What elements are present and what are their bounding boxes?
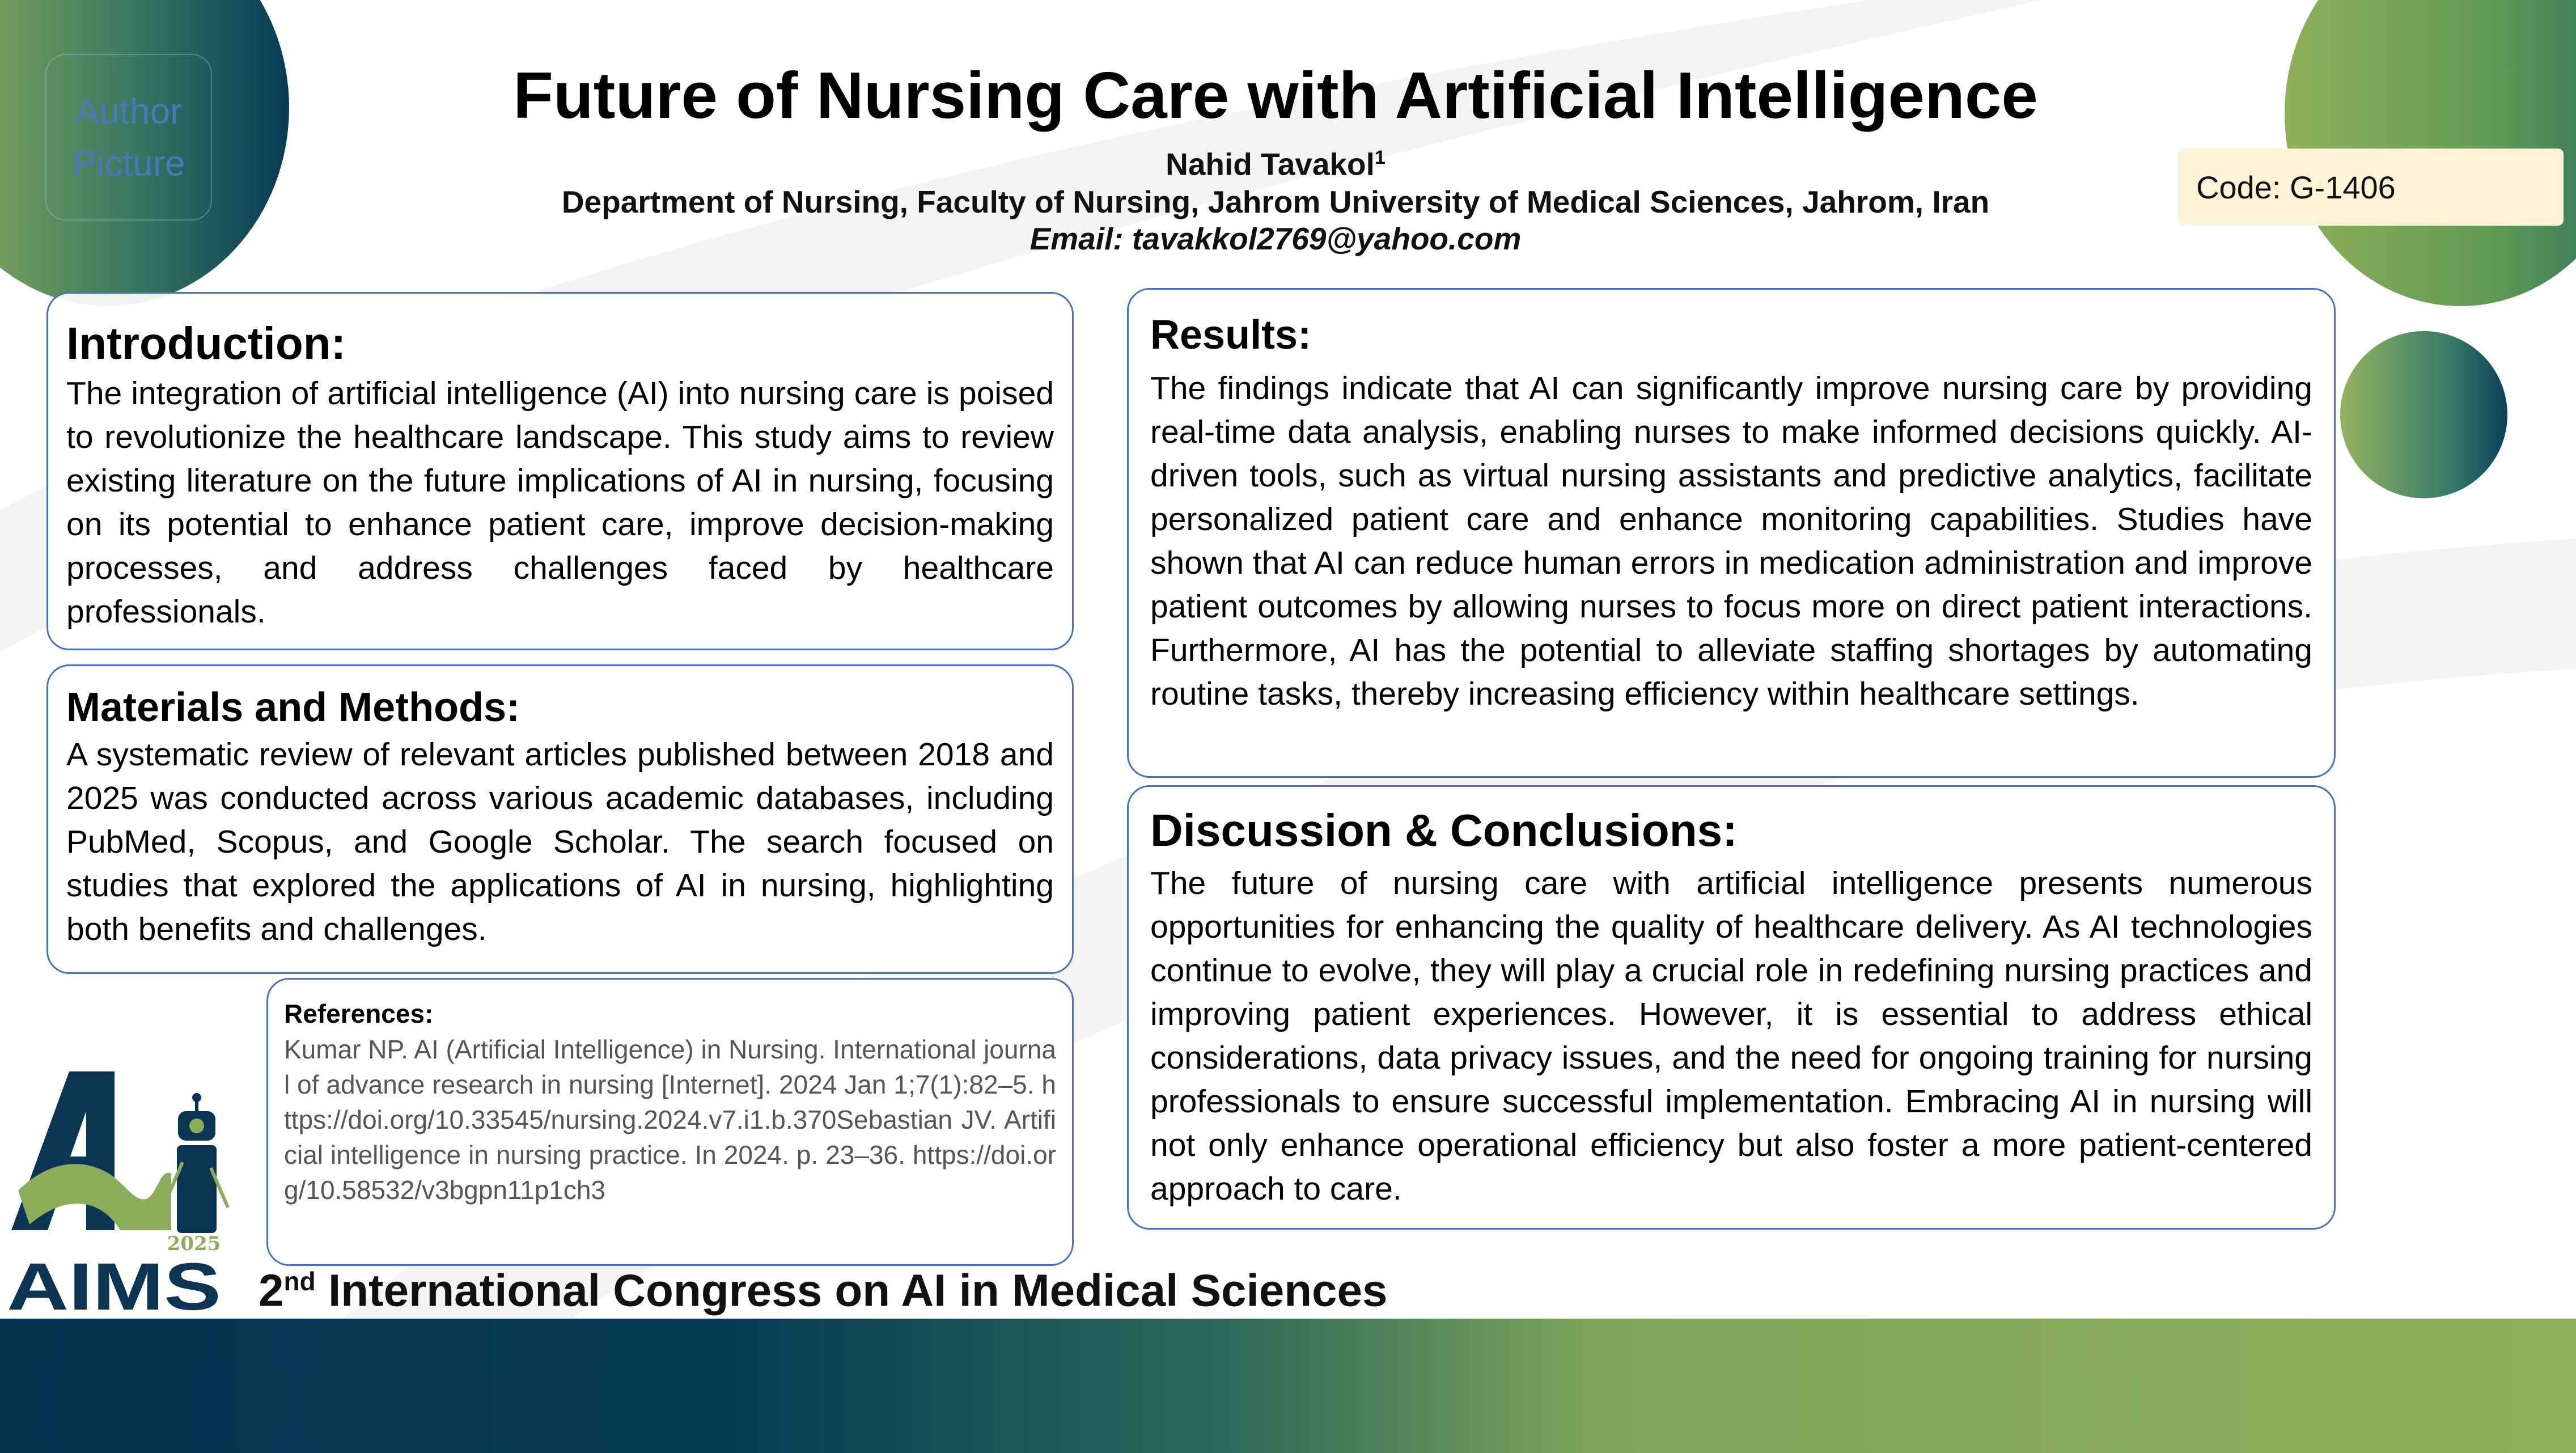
poster-header <box>397 57 2154 257</box>
author-picture-label: Author Picture <box>72 91 185 184</box>
discussion-heading: Discussion & Conclusions: <box>1150 805 1738 855</box>
author-picture-placeholder <box>45 54 212 221</box>
aims-logo <box>7 1060 245 1315</box>
introduction-panel <box>46 292 1074 650</box>
methods-panel <box>46 664 1074 974</box>
discussion-panel <box>1127 785 2336 1230</box>
results-panel <box>1127 288 2336 778</box>
author-affiliation-marker: 1 <box>1374 147 1386 168</box>
results-heading: Results: <box>1150 312 1312 358</box>
logo-wordmark: AIMS <box>7 1249 221 1315</box>
congress-ordinal-number: 2 <box>259 1265 284 1316</box>
congress-name: International Congress on AI in Medical Sciences <box>328 1265 1388 1316</box>
author-name: Nahid Tavakol <box>1166 146 1375 182</box>
methods-heading: Materials and Methods: <box>66 685 520 730</box>
decorative-circle-right <box>2340 331 2507 498</box>
references-body: Kumar NP. AI (Artificial Intelligence) in Nursing. International journal of advance research in nursing [Internet]. 2024 Jan 1;7(1):82–5. https://doi.org/10.33545/nursing.2024.v7.i1.b.370Sebastian JV. Artificial intelligence in nursing practice. In 2024. p. 23–36. https://doi.org/10.58532/v3bgpn11p1ch3 <box>284 1035 1056 1205</box>
introduction-body: The integration of artificial intelligence (AI) into nursing care is poised to revolutionize the healthcare landscape. This study aims to review existing literature on the future implications of AI in nursing, focusing on its potential to enhance patient care, improve decision-making processes, and address challenges faced by healthcare professionals. <box>66 375 1054 630</box>
congress-title <box>259 1253 1388 1319</box>
methods-body: A systematic review of relevant articles published between 2018 and 2025 was conducted across various academic databases, including PubMed, Scopus, and Google Scholar. The search focused on studies that explored the applications of AI in nursing, highlighting both benefits and challenges. <box>66 736 1054 947</box>
department-line: Department of Nursing, Faculty of Nursing, Jahrom University of Medical Sciences, Jahrom, Iran <box>561 184 1990 220</box>
poster-code: Code: G-1406 <box>2196 169 2396 205</box>
discussion-body: The future of nursing care with artificial intelligence presents numerous opportunities for enhancing the quality of healthcare delivery. As AI technologies continue to evolve, they will play a crucial role in redefining nursing practices and improving patient experiences. However, it is essential to address ethical considerations, data privacy issues, and the need for ongoing training for nursing professionals to ensure successful implementation. Embracing AI in nursing will not only enhance operational efficiency but also foster a more patient-centered approach to care. <box>1150 865 2312 1207</box>
introduction-heading: Introduction: <box>66 318 346 368</box>
logo-year: 2025 <box>167 1232 221 1255</box>
references-panel <box>266 978 1074 1266</box>
author-line <box>397 138 2154 183</box>
congress-ordinal-suffix: nd <box>283 1266 316 1296</box>
email-line: Email: tavakkol2769@yahoo.com <box>1029 221 1522 257</box>
poster-code-badge <box>2178 149 2564 226</box>
references-heading: References: <box>284 999 434 1028</box>
footer-gradient-bar <box>0 1319 2576 1453</box>
results-body: The findings indicate that AI can significantly improve nursing care by providing real-time data analysis, enabling nurses to make informed decisions quickly. AI-driven tools, such as virtual nursing assistants and predictive analytics, facilitate personalized patient care and enhance monitoring capabilities. Studies have shown that AI can reduce human errors in medication administration and improve patient outcomes by allowing nurses to focus more on direct patient interactions. Furthermore, AI has the potential to alleviate staffing shortages by automating routine tasks, thereby increasing efficiency within healthcare settings. <box>1150 370 2312 712</box>
poster-title: Future of Nursing Care with Artificial Intelligence <box>513 58 2038 132</box>
